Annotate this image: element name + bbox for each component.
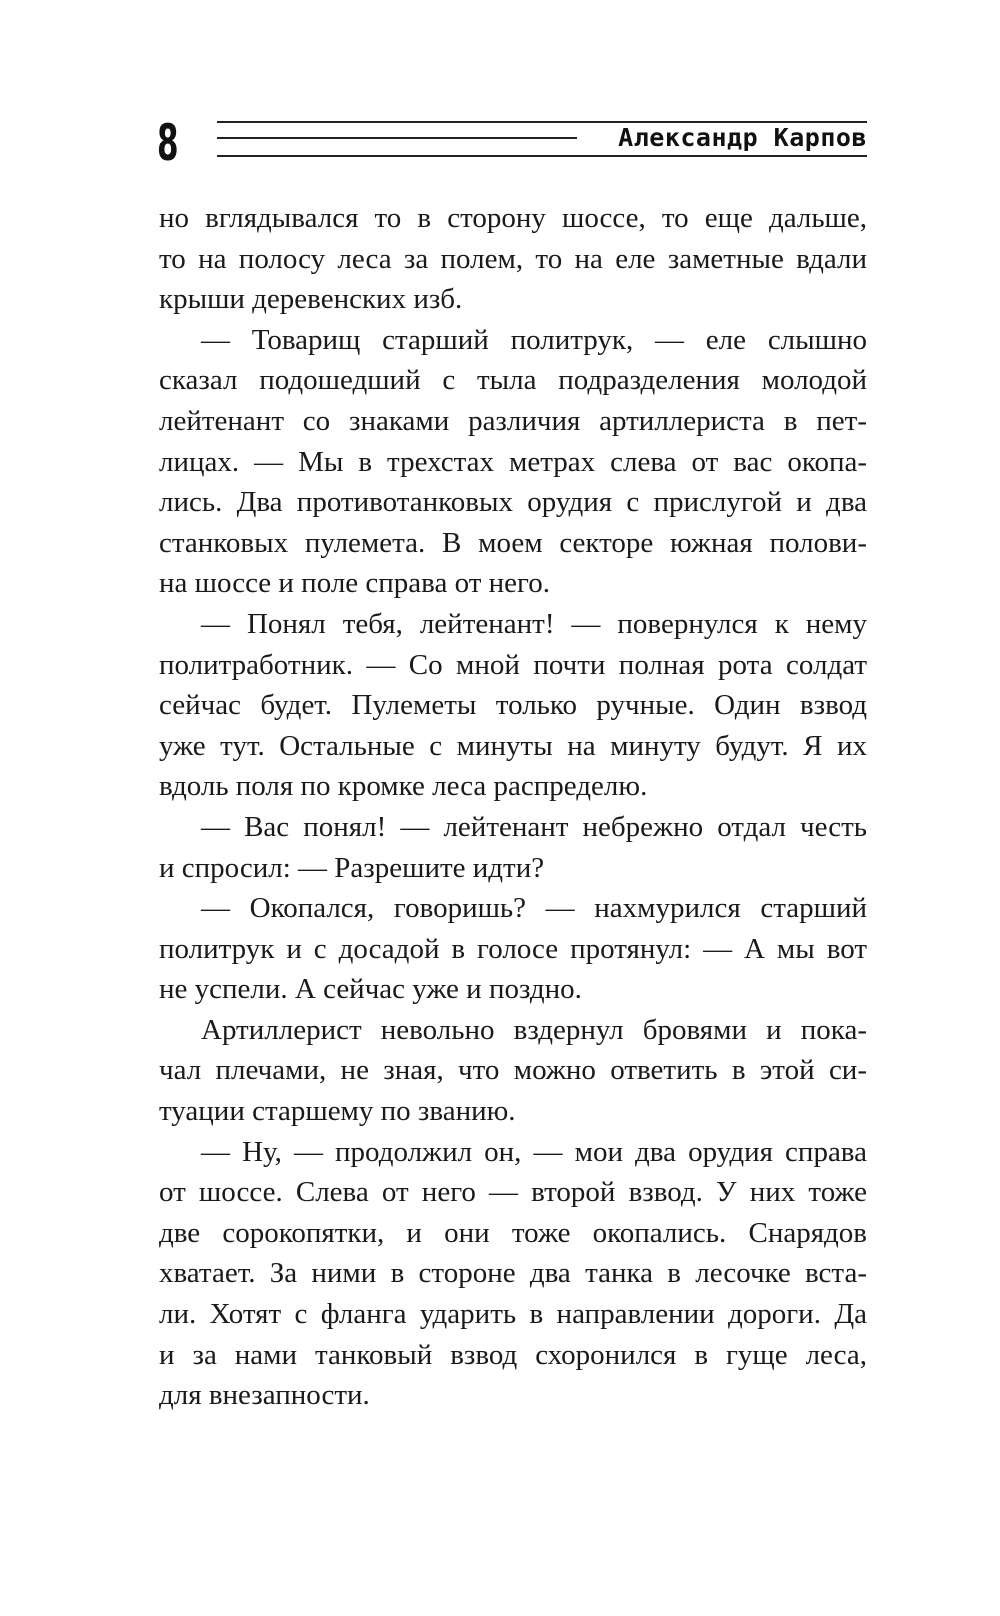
text-line: чал плечами, не зная, что можно ответить в этой си- <box>159 1054 867 1087</box>
text-line: Артиллерист невольно вздернул бровями и пока- <box>201 1013 867 1046</box>
text-line: — Понял тебя, лейтенант! — повернулся к нему <box>201 607 867 640</box>
page-number: 8 <box>157 114 179 172</box>
text-line: от шоссе. Слева от него — второй взвод. У них тоже <box>159 1176 867 1209</box>
text-line: то на полосу леса за полем, то на еле заметные вдали <box>159 242 867 275</box>
text-line: сейчас будет. Пулеметы только ручные. Один взвод <box>159 689 867 722</box>
running-head <box>217 121 867 159</box>
text-line: и спросил: — Разрешите идти? <box>159 851 545 884</box>
text-line: лицах. — Мы в трехстах метрах слева от вас окопа- <box>159 445 867 478</box>
text-line: лись. Два противотанковых орудия с прислугой и два <box>159 486 867 519</box>
body-text <box>159 198 867 1416</box>
text-line: не успели. А сейчас уже и поздно. <box>159 973 582 1006</box>
text-line: — Товарищ старший политрук, — еле слышно <box>201 323 867 356</box>
text-line: политрук и с досадой в голосе протянул: — А мы вот <box>159 932 867 965</box>
text-line: для внезапности. <box>159 1379 370 1412</box>
text-line: политработник. — Со мной почти полная рота солдат <box>159 648 867 681</box>
text-line: но вглядывался то в сторону шоссе, то еще дальше, <box>159 202 867 234</box>
header-rule-bottom <box>217 155 867 157</box>
text-line: станковых пулемета. В моем секторе южная полови- <box>159 526 867 559</box>
text-line: — Вас понял! — лейтенант небрежно отдал честь <box>201 810 867 843</box>
text-line: — Окопался, говоришь? — нахмурился старший <box>201 892 867 925</box>
text-line: две сорокопятки, и они тоже окопались. Снарядов <box>159 1216 867 1249</box>
text-line: туации старшему по званию. <box>159 1095 516 1128</box>
author-name: Александр Карпов <box>618 123 867 152</box>
text-line: хватает. За ними в стороне два танка в лесочке вста- <box>159 1257 867 1290</box>
text-line: на шоссе и поле справа от него. <box>159 567 550 600</box>
text-line: вдоль поля по кромке леса распределю. <box>159 770 648 803</box>
header-rule-middle <box>217 137 577 139</box>
text-line: и за нами танковый взвод схоронился в гуще леса, <box>159 1338 867 1371</box>
text-line: ли. Хотят с фланга ударить в направлении дороги. Да <box>159 1298 867 1331</box>
text-line: уже тут. Остальные с минуты на минуту будут. Я их <box>159 729 867 762</box>
text-line: — Ну, — продолжил он, — мои два орудия справа <box>201 1135 867 1168</box>
text-line: сказал подошедший с тыла подразделения молодой <box>159 364 867 397</box>
text-line: лейтенант со знаками различия артиллериста в пет- <box>159 404 867 437</box>
text-line: крыши деревенских изб. <box>159 283 463 316</box>
